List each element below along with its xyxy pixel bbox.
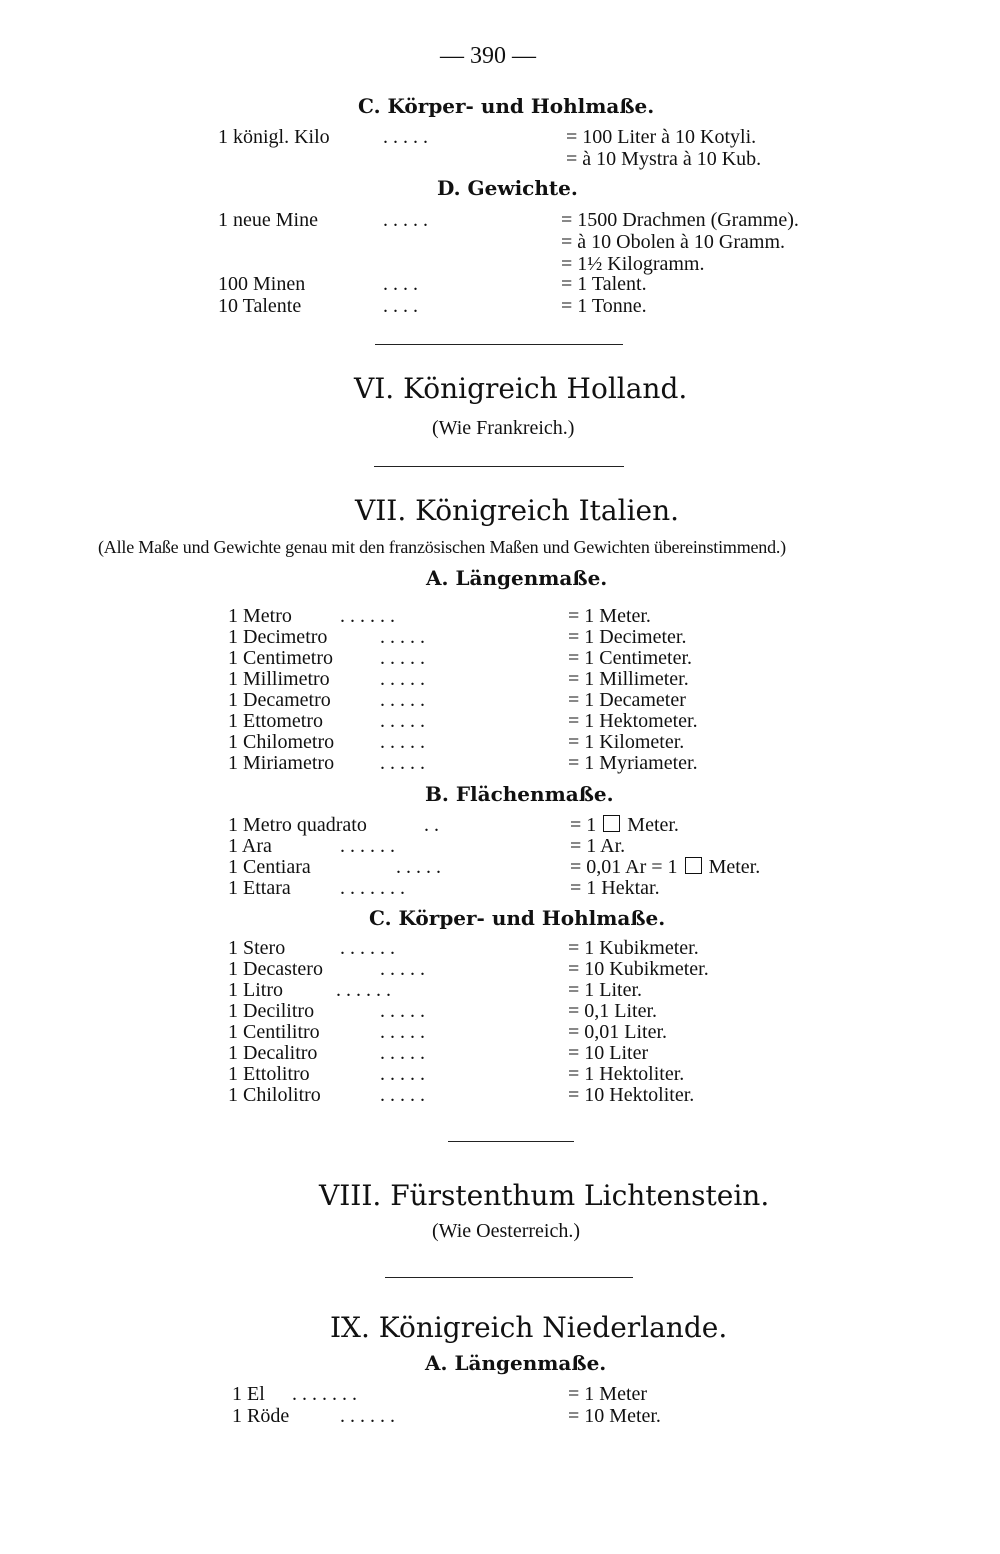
row-dots: . . . . — [383, 273, 418, 295]
row-right: = 1 Kubikmeter. — [568, 937, 699, 959]
row-dots: . . . . . — [380, 1084, 425, 1106]
row-right: = 1 Meter. — [568, 605, 651, 627]
row-right: = 0,1 Liter. — [568, 1000, 658, 1022]
row-right — [570, 815, 679, 835]
row-left: 1 Chilolitro — [228, 1084, 321, 1106]
row-left: 1 Decametro — [228, 689, 331, 711]
section-title: IX. Königreich Niederlande. — [330, 1311, 728, 1344]
row-right-unit: Meter. — [627, 814, 679, 836]
row-dots: . . . . . . — [340, 937, 395, 959]
row-dots: . . . . . — [380, 689, 425, 711]
row-right: = 1 Decimeter. — [568, 626, 687, 648]
section-heading: C. Körper- und Hohlmaße. — [369, 906, 666, 930]
row-dots: . . . . . . . — [340, 877, 405, 899]
divider — [385, 1277, 633, 1278]
row-dots: . . . . . — [380, 1021, 425, 1043]
row-left: 1 Ara — [228, 835, 272, 857]
divider — [375, 344, 623, 345]
row-left: 1 Millimetro — [228, 668, 330, 690]
row-left: 1 Chilometro — [228, 731, 335, 753]
row-right: = 100 Liter à 10 Kotyli. — [566, 126, 757, 148]
square-symbol — [685, 857, 702, 874]
section-heading: B. Flächenmaße. — [425, 782, 614, 806]
row-right: = 1 Myriameter. — [568, 752, 698, 774]
row-dots: . . . . . — [383, 126, 428, 148]
row-right: = 10 Liter — [568, 1042, 649, 1064]
row-right: = 1 Meter — [568, 1383, 648, 1405]
section-note: (Wie Frankreich.) — [432, 417, 575, 439]
row-dots: . . — [424, 814, 439, 836]
section-heading: A. Längenmaße. — [425, 1351, 607, 1375]
row-left: 1 Centilitro — [228, 1021, 320, 1043]
row-dots: . . . . . . — [340, 835, 395, 857]
row-dots: . . . . . — [380, 1000, 425, 1022]
section-title: VI. Königreich Holland. — [354, 372, 688, 405]
row-right-text: = 1 — [570, 814, 597, 836]
square-symbol — [603, 815, 620, 832]
row-dots: . . . . . — [396, 856, 441, 878]
section-title: VIII. Fürstenthum Lichtenstein. — [319, 1179, 770, 1212]
row-dots: . . . . . — [380, 752, 425, 774]
row-left: 1 El — [232, 1383, 265, 1405]
row-dots: . . . . . — [380, 626, 425, 648]
row-right: = 1 Ar. — [570, 835, 626, 857]
row-right-text: = 0,01 Ar = 1 — [570, 856, 678, 878]
row-left: 1 Decastero — [228, 958, 323, 980]
page-number: — 390 — — [440, 43, 536, 69]
row-right: = à 10 Obolen à 10 Gramm. — [561, 231, 786, 253]
row-left: 1 Decimetro — [228, 626, 328, 648]
row-dots: . . . . . — [380, 1063, 425, 1085]
row-right: = 1 Talent. — [561, 273, 647, 295]
row-left: 1 Decalitro — [228, 1042, 318, 1064]
row-right: = 10 Meter. — [568, 1405, 661, 1427]
row-left: 1 Centiara — [228, 856, 311, 878]
section-heading: A. Längenmaße. — [426, 566, 608, 590]
row-dots: . . . . — [383, 295, 418, 317]
row-right: = 1 Centimeter. — [568, 647, 693, 669]
row-dots: . . . . . — [383, 209, 428, 231]
row-left: 1 Ettolitro — [228, 1063, 310, 1085]
row-dots: . . . . . — [380, 710, 425, 732]
row-left: 1 Stero — [228, 937, 286, 959]
row-left: 1 königl. Kilo — [218, 126, 330, 148]
row-left: 1 Metro — [228, 605, 292, 627]
divider — [448, 1141, 574, 1142]
row-dots: . . . . . . . — [292, 1383, 357, 1405]
row-right: = 1 Hektar. — [570, 877, 660, 899]
row-left: 1 Metro quadrato — [228, 814, 367, 836]
row-dots: . . . . . — [380, 647, 425, 669]
row-right: = 1 Hektoliter. — [568, 1063, 685, 1085]
section-note: (Alle Maße und Gewichte genau mit den französischen Maßen und Gewichten übereinstimmend.) — [98, 537, 786, 557]
row-dots: . . . . . — [380, 958, 425, 980]
row-left: 1 Miriametro — [228, 752, 335, 774]
row-right: = 10 Hektoliter. — [568, 1084, 695, 1106]
row-dots: . . . . . — [380, 1042, 425, 1064]
row-dots: . . . . . . — [340, 1405, 395, 1427]
row-right: = 1 Decameter — [568, 689, 686, 711]
section-note: (Wie Oesterreich.) — [432, 1220, 580, 1242]
row-right: = 1½ Kilogramm. — [561, 253, 705, 275]
section-title: VII. Königreich Italien. — [355, 494, 680, 527]
row-right: = 1500 Drachmen (Gramme). — [561, 209, 799, 231]
row-left: 1 Ettometro — [228, 710, 323, 732]
row-right: = 1 Kilometer. — [568, 731, 685, 753]
row-right: = 1 Millimeter. — [568, 668, 689, 690]
row-right: = à 10 Mystra à 10 Kub. — [566, 148, 762, 170]
row-right: = 10 Kubikmeter. — [568, 958, 709, 980]
row-right-unit: Meter. — [708, 856, 761, 878]
row-right: = 1 Liter. — [568, 979, 643, 1001]
row-left: 1 Litro — [228, 979, 283, 1001]
row-left: 10 Talente — [218, 295, 302, 317]
row-left: 1 Centimetro — [228, 647, 333, 669]
section-heading: C. Körper- und Hohlmaße. — [358, 94, 655, 118]
row-left: 1 Röde — [232, 1405, 290, 1427]
section-heading: D. Gewichte. — [437, 176, 578, 200]
row-right — [570, 857, 760, 877]
row-right: = 1 Tonne. — [561, 295, 647, 317]
row-right: = 1 Hektometer. — [568, 710, 698, 732]
row-left: 1 Decilitro — [228, 1000, 315, 1022]
row-left: 100 Minen — [218, 273, 306, 295]
row-left: 1 Ettara — [228, 877, 291, 899]
row-right: = 0,01 Liter. — [568, 1021, 668, 1043]
row-dots: . . . . . — [380, 731, 425, 753]
row-left: 1 neue Mine — [218, 209, 318, 231]
row-dots: . . . . . . — [336, 979, 391, 1001]
row-dots: . . . . . . — [340, 605, 395, 627]
divider — [374, 466, 624, 467]
row-dots: . . . . . — [380, 668, 425, 690]
